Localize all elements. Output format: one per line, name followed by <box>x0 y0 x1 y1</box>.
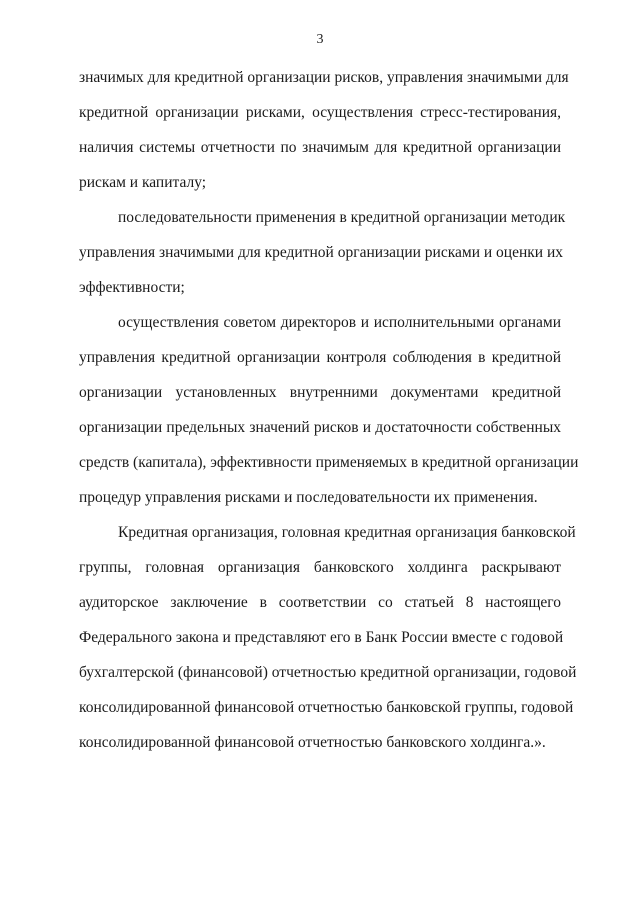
text-line: осуществления советом директоров и исполнительными органами <box>118 314 561 331</box>
text-line: Федерального закона и представляют его в Банк России вместе с годовой <box>79 629 564 646</box>
text-line: последовательности применения в кредитной организации методик <box>118 209 566 226</box>
text-line: организации предельных значений рисков и достаточности собственных <box>79 419 561 436</box>
text-line: наличия системы отчетности по значимым для кредитной организации <box>79 139 561 156</box>
text-line: значимых для кредитной организации рисков, управления значимыми для <box>79 69 569 86</box>
text-line: аудиторское заключение в соответствии со статьей 8 настоящего <box>79 594 561 611</box>
text-line: управления значимыми для кредитной организации рисками и оценки их <box>79 244 564 261</box>
text-line: управления кредитной организации контроля соблюдения в кредитной <box>79 349 561 366</box>
text-line: группы, головная организация банковского холдинга раскрывают <box>79 559 561 576</box>
text-line: процедур управления рисками и последовательности их применения. <box>79 489 538 506</box>
text-line: консолидированной финансовой отчетностью банковского холдинга.». <box>79 734 546 751</box>
text-line: средств (капитала), эффективности применяемых в кредитной организации <box>79 454 579 471</box>
text-line: организации установленных внутренними документами кредитной <box>79 384 561 401</box>
text-line: Кредитная организация, головная кредитная организация банковской <box>118 524 576 541</box>
text-line: консолидированной финансовой отчетностью банковской группы, годовой <box>79 699 574 716</box>
text-line: рискам и капиталу; <box>79 174 207 191</box>
page-number: 3 <box>316 32 324 47</box>
text-line: эффективности; <box>79 279 185 296</box>
text-line: бухгалтерской (финансовой) отчетностью кредитной организации, годовой <box>79 664 577 681</box>
text-line: кредитной организации рисками, осуществления стресс-тестирования, <box>79 104 561 121</box>
